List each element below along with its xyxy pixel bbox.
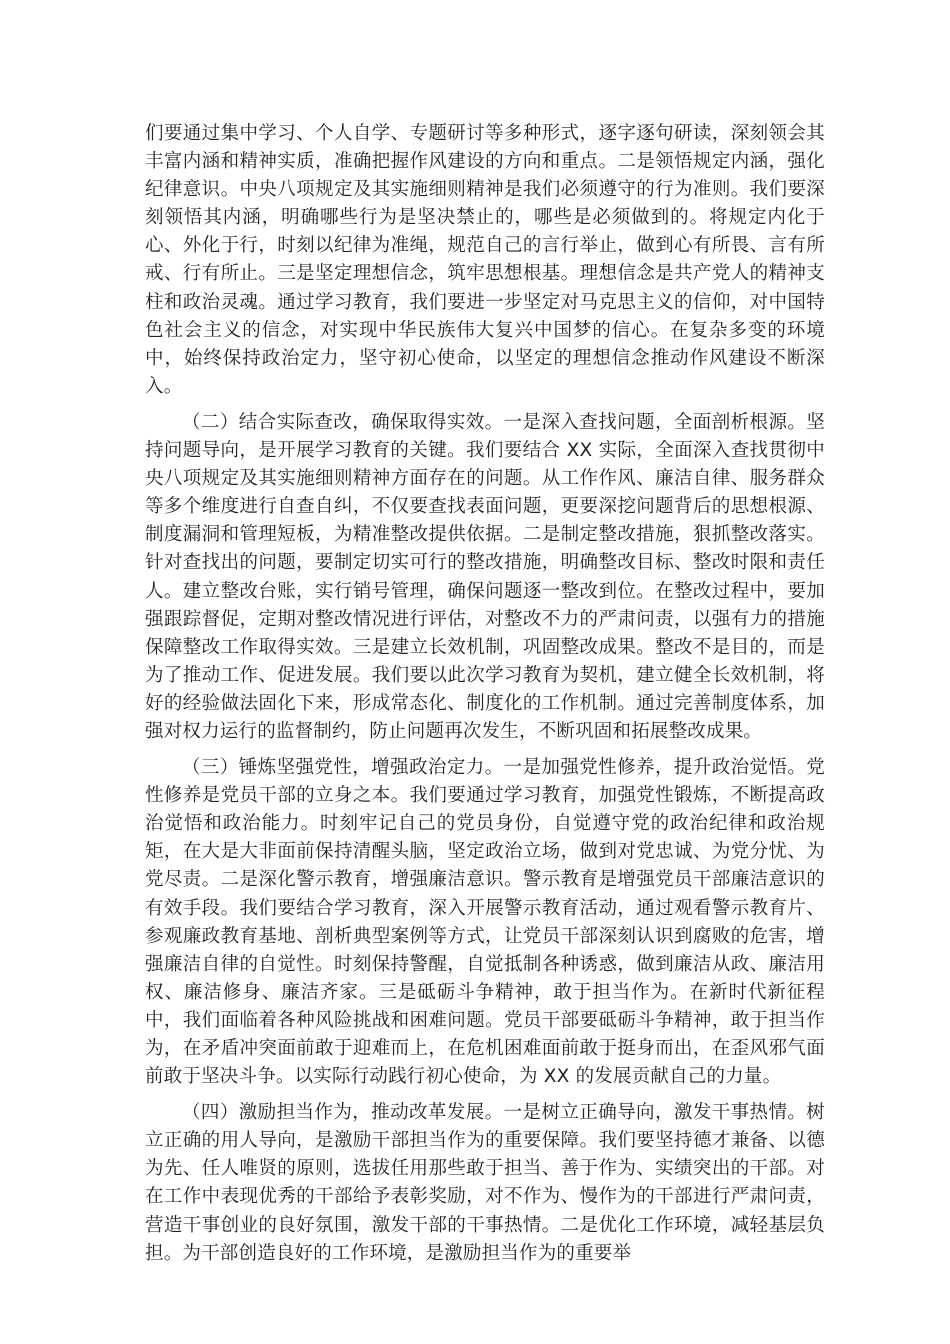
paragraph-section-2: （二）结合实际查改，确保取得实效。一是深入查找问题，全面剖析根源。坚持问题导向，是开展学习教育的关键。我们要结合 XX 实际，全面深入查找贯彻中央八项规定及其实施细则精神方面存在的问题。从工作作风、廉洁自律、服务群众等多个维度进行自查自纠，不仅要查找表面问题，更要深挖问题背后的思想根源、制度漏洞和管理短板，为精准整改提供依据。二是制定整改措施，狠抓整改落实。针对查找出的问题，要制定切实可行的整改措施，明确整改目标、整改时限和责任人。建立整改台账，实行销号管理，确保问题逐一整改到位。在整改过程中，要加强跟踪督促，定期对整改情况进行评估，对整改不力的严肃问责，以强有力的措施保障整改工作取得实效。三是建立长效机制，巩固整改成果。整改不是目的，而是为了推动工作、促进发展。我们要以此次学习教育为契机，建立健全长效机制，将好的经验做法固化下来，形成常态化、制度化的工作机制。通过完善制度体系，加强对权力运行的监督制约，防止问题再次发生，不断巩固和拓展整改成果。 <box>145 411 825 742</box>
document-body <box>145 120 825 1276</box>
paragraph-section-3: （三）锤炼坚强党性，增强政治定力。一是加强党性修养，提升政治觉悟。党性修养是党员干部的立身之本。我们要通过学习教育，加强党性锻炼，不断提高政治觉悟和政治能力。时刻牢记自己的党员身份，自觉遵守党的政治纪律和政治规矩，在大是大非面前保持清醒头脑，坚定政治立场，做到对党忠诚、为党分忧、为党尽责。二是深化警示教育，增强廉洁意识。警示教育是增强党员干部廉洁意识的有效手段。我们要结合学习教育，深入开展警示教育活动，通过观看警示教育片、参观廉政教育基地、剖析典型案例等方式，让党员干部深刻认识到腐败的危害，增强廉洁自律的自觉性。时刻保持警醒，自觉抵制各种诱惑，做到廉洁从政、廉洁用权、廉洁修身、廉洁齐家。三是砥砺斗争精神，敢于担当作为。在新时代新征程中，我们面临着各种风险挑战和困难问题。党员干部要砥砺斗争精神，敢于担当作为，在矛盾冲突面前敢于迎难而上，在危机困难面前敢于挺身而出，在歪风邪气面前敢于坚决斗争。以实际行动践行初心使命，为 XX 的发展贡献自己的力量。 <box>145 757 825 1088</box>
paragraph-continuation: 们要通过集中学习、个人自学、专题研讨等多种形式，逐字逐句研读，深刻领会其丰富内涵和精神实质，准确把握作风建设的方向和重点。二是领悟规定内涵，强化纪律意识。中央八项规定及其实施细则精神是我们必须遵守的行为准则。我们要深刻领悟其内涵，明确哪些行为是坚决禁止的，哪些是必须做到的。将规定内化于心、外化于行，时刻以纪律为准绳，规范自己的言行举止，做到心有所畏、言有所戒、行有所止。三是坚定理想信念，筑牢思想根基。理想信念是共产党人的精神支柱和政治灵魂。通过学习教育，我们要进一步坚定对马克思主义的信仰，对中国特色社会主义的信念，对实现中华民族伟大复兴中国梦的信心。在复杂多变的环境中，始终保持政治定力，坚守初心使命，以坚定的理想信念推动作风建设不断深入。 <box>145 123 825 397</box>
paragraph-section-4: （四）激励担当作为，推动改革发展。一是树立正确导向，激发干事热情。树立正确的用人导向，是激励干部担当作为的重要保障。我们要坚持德才兼备、以德为先、任人唯贤的原则，选拔任用那些敢于担当、善于作为、实绩突出的干部。对在工作中表现优秀的干部给予表彰奖励，对不作为、慢作为的干部进行严肃问责，营造干事创业的良好氛围，激发干部的干事热情。二是优化工作环境，减轻基层负担。为干部创造良好的工作环境，是激励担当作为的重要举 <box>145 1102 825 1264</box>
